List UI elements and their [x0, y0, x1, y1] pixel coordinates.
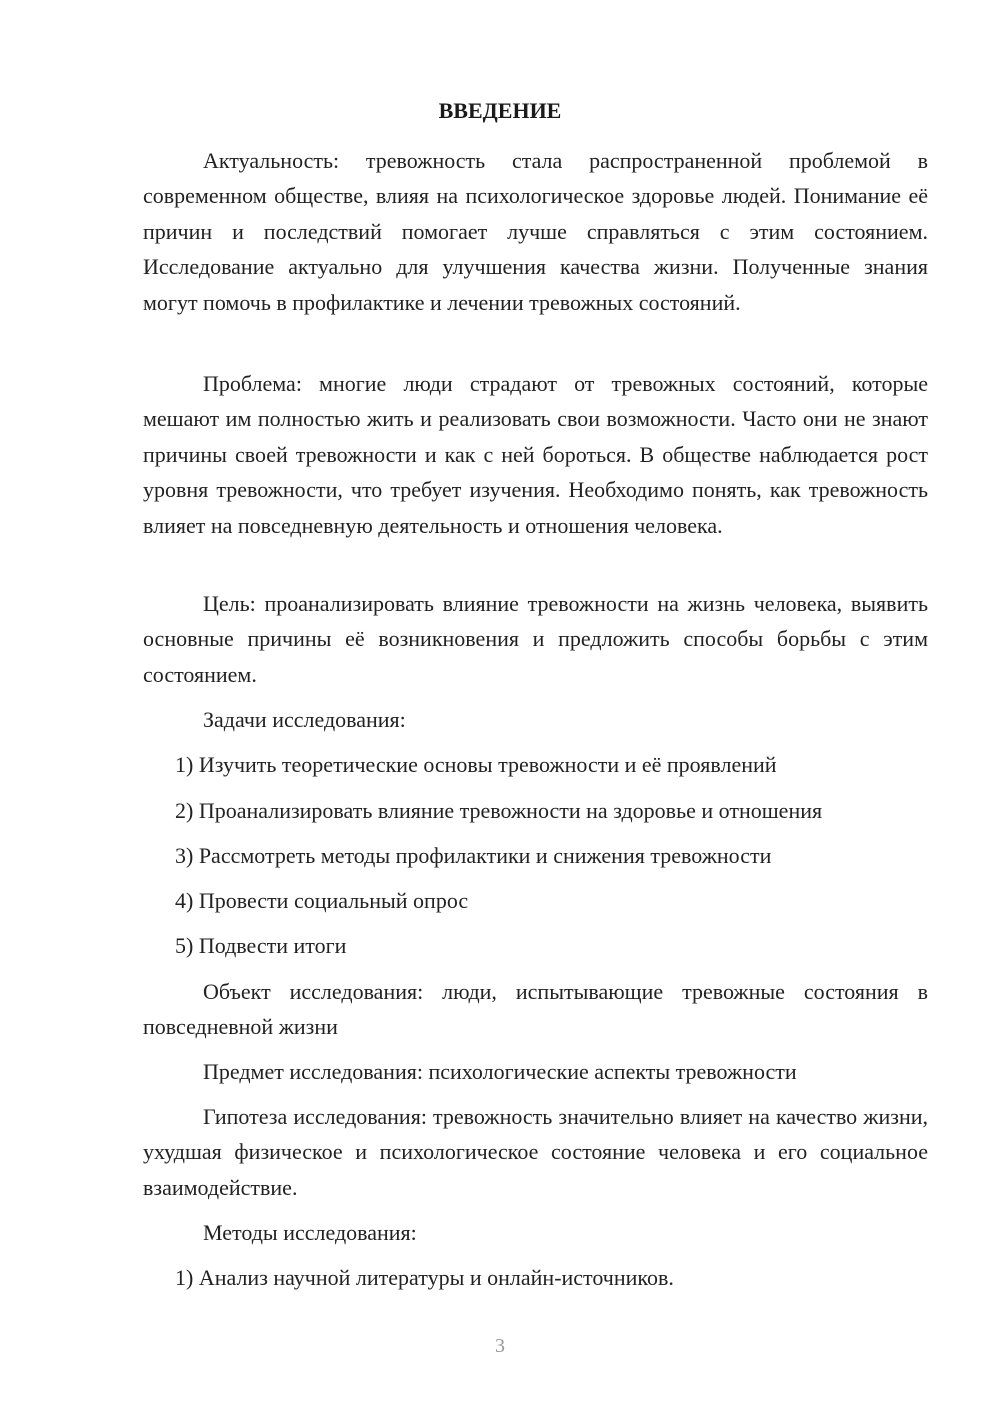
page-number: 3: [495, 1335, 505, 1357]
task-item: 5) Подвести итоги: [175, 933, 347, 958]
method-item: 1) Анализ научной литературы и онлайн-источников.: [175, 1265, 674, 1290]
problem-paragraph: Проблема: многие люди страдают от тревожных состояний, которые мешают им полностью жить и реализовать свои возможности. Часто они не знают причины своей тревожности и как с ней бороться. В обществе наблюдается рост уровня тревожности, что требует изучения. Необходимо понять, как тревожность влияет на повседневную деятельность и отношения человека.: [143, 371, 928, 538]
hypothesis-paragraph: Гипотеза исследования: тревожность значительно влияет на качество жизни, ухудшая физическое и психологическое состояние человека и его социальное взаимодействие.: [143, 1104, 928, 1200]
tasks-heading: Задачи исследования:: [203, 707, 406, 732]
task-item: 3) Рассмотреть методы профилактики и снижения тревожности: [175, 843, 772, 868]
object-paragraph: Объект исследования: люди, испытывающие тревожные состояния в повседневной жизни: [143, 979, 928, 1040]
subject-line: Предмет исследования: психологические аспекты тревожности: [203, 1059, 797, 1084]
task-item: 4) Провести социальный опрос: [175, 888, 469, 913]
relevance-paragraph: Актуальность: тревожность стала распространенной проблемой в современном обществе, влияя на психологическое здоровье людей. Понимание её причин и последствий помогает лучше справляться с этим состоянием. Исследование актуально для улучшения качества жизни. Полученные знания могут помочь в профилактике и лечении тревожных состояний.: [143, 148, 928, 315]
task-item: 2) Проанализировать влияние тревожности на здоровье и отношения: [175, 798, 823, 823]
methods-heading: Методы исследования:: [203, 1220, 417, 1245]
page-title: ВВЕДЕНИЕ: [438, 98, 562, 123]
goal-paragraph: Цель: проанализировать влияние тревожности на жизнь человека, выявить основные причины её возникновения и предложить способы борьбы с этим состоянием.: [143, 591, 928, 687]
task-item: 1) Изучить теоретические основы тревожности и её проявлений: [175, 752, 777, 777]
